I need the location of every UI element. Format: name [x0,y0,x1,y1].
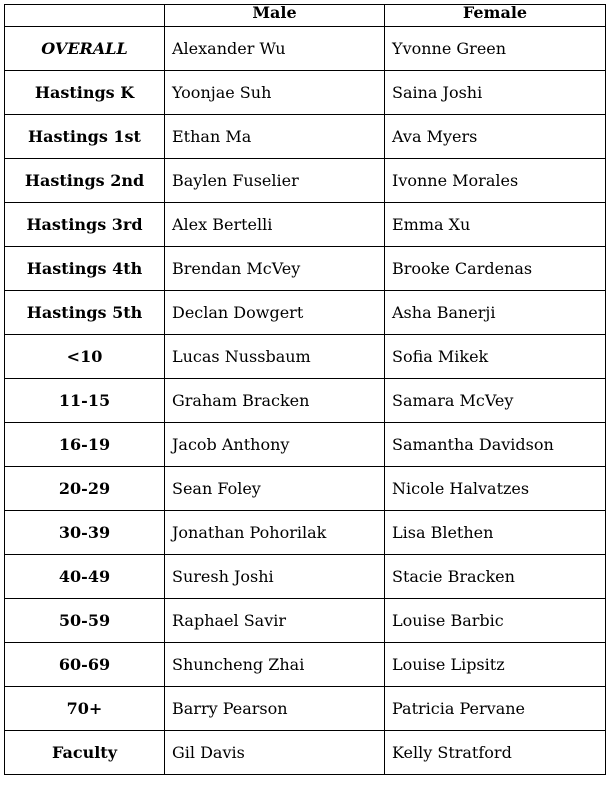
category-cell: Hastings 5th [5,291,165,335]
category-cell: 40-49 [5,555,165,599]
male-header: Male [165,5,385,27]
category-cell: OVERALL [5,27,165,71]
female-winner-cell: Stacie Bracken [385,555,606,599]
male-winner-cell: Brendan McVey [165,247,385,291]
female-winner-cell: Nicole Halvatzes [385,467,606,511]
female-winner-cell: Ivonne Morales [385,159,606,203]
table-row [5,203,606,247]
female-winner-cell: Saina Joshi [385,71,606,115]
female-winner-cell: Emma Xu [385,203,606,247]
category-cell: 30-39 [5,511,165,555]
male-winner-cell: Lucas Nussbaum [165,335,385,379]
category-cell: Hastings 2nd [5,159,165,203]
female-winner-cell: Kelly Stratford [385,731,606,775]
female-winner-cell: Samantha Davidson [385,423,606,467]
table-row [5,423,606,467]
category-cell: Hastings 1st [5,115,165,159]
male-winner-cell: Declan Dowgert [165,291,385,335]
male-winner-cell: Alexander Wu [165,27,385,71]
female-winner-cell: Samara McVey [385,379,606,423]
male-winner-cell: Jacob Anthony [165,423,385,467]
male-winner-cell: Shuncheng Zhai [165,643,385,687]
table-row [5,643,606,687]
results-table [4,4,606,775]
female-header: Female [385,5,606,27]
male-winner-cell: Alex Bertelli [165,203,385,247]
category-cell: 60-69 [5,643,165,687]
male-winner-cell: Graham Bracken [165,379,385,423]
category-cell: Hastings 3rd [5,203,165,247]
table-row [5,555,606,599]
female-winner-cell: Sofia Mikek [385,335,606,379]
male-winner-cell: Suresh Joshi [165,555,385,599]
male-winner-cell: Yoonjae Suh [165,71,385,115]
category-cell: 11-15 [5,379,165,423]
male-winner-cell: Ethan Ma [165,115,385,159]
female-winner-cell: Yvonne Green [385,27,606,71]
category-cell: <10 [5,335,165,379]
table-row [5,379,606,423]
table-row [5,115,606,159]
table-row [5,687,606,731]
category-cell: 50-59 [5,599,165,643]
female-winner-cell: Lisa Blethen [385,511,606,555]
table-row [5,71,606,115]
table-row [5,511,606,555]
female-winner-cell: Patricia Pervane [385,687,606,731]
female-winner-cell: Louise Lipsitz [385,643,606,687]
male-winner-cell: Raphael Savir [165,599,385,643]
female-winner-cell: Brooke Cardenas [385,247,606,291]
female-winner-cell: Ava Myers [385,115,606,159]
female-winner-cell: Asha Banerji [385,291,606,335]
category-cell: 20-29 [5,467,165,511]
category-cell: 70+ [5,687,165,731]
category-cell: Hastings 4th [5,247,165,291]
table-row [5,27,606,71]
male-winner-cell: Gil Davis [165,731,385,775]
table-row [5,335,606,379]
male-winner-cell: Jonathan Pohorilak [165,511,385,555]
female-winner-cell: Louise Barbic [385,599,606,643]
table-row [5,247,606,291]
male-winner-cell: Baylen Fuselier [165,159,385,203]
table-row [5,599,606,643]
table-row [5,159,606,203]
table-row [5,731,606,775]
category-cell: 16-19 [5,423,165,467]
category-header [5,5,165,27]
category-cell: Faculty [5,731,165,775]
male-winner-cell: Barry Pearson [165,687,385,731]
header-row [5,5,606,27]
table-row [5,467,606,511]
male-winner-cell: Sean Foley [165,467,385,511]
category-cell: Hastings K [5,71,165,115]
table-row [5,291,606,335]
